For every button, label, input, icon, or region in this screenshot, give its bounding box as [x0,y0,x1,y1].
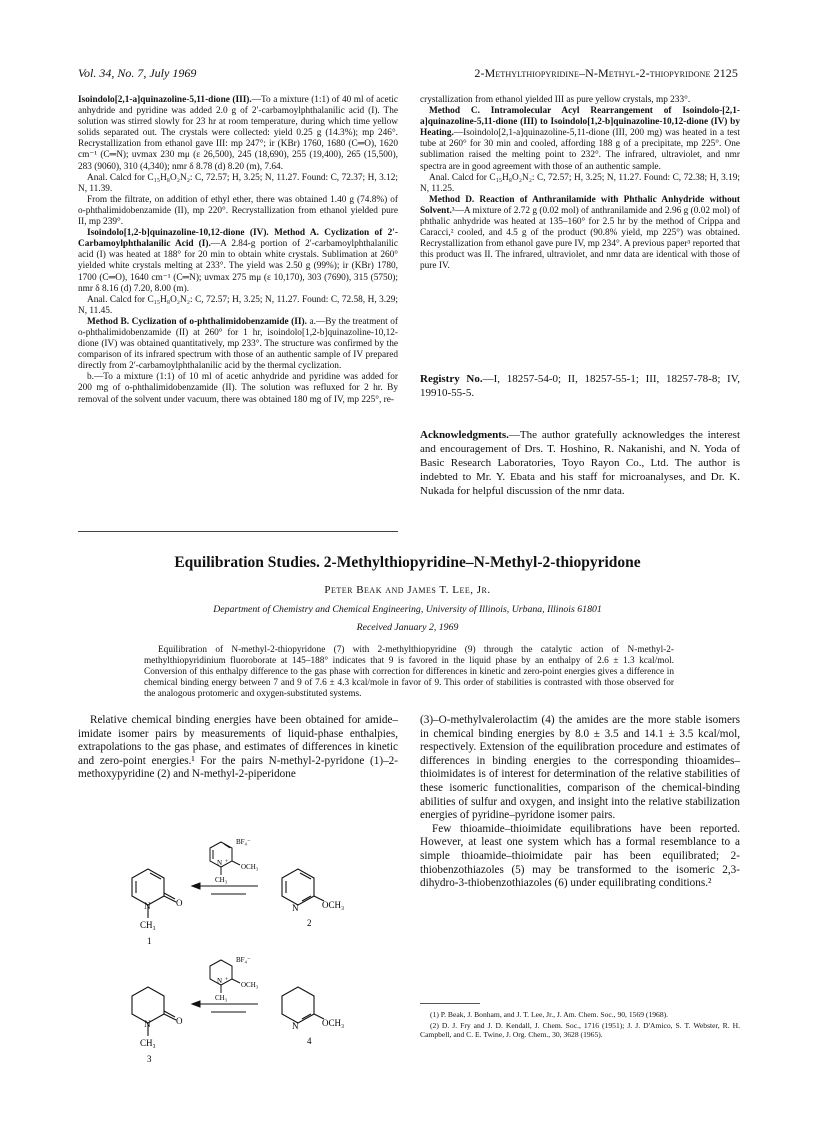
registry-numbers [420,372,740,400]
equilibrium-arrows [192,1001,258,1012]
equilibrium-scheme-1-2 [78,834,398,952]
analysis-iv: Anal. Calcd for C₁₅H₈O₂N₂: C, 72.57; H, 3.25; N, 11.27. Found: C, 72.58, H, 3.29; N, 11.45. [78,294,398,316]
catalyst-n-label: N [217,859,223,867]
equilibrium-scheme-3-4 [78,952,398,1072]
running-title-page-number: 2-Methylthiopyridine–N-Methyl-2-thiopyridone 2125 [474,66,738,80]
compound-3-ch3: CH₃ [140,1038,156,1048]
acknowledgments-text: —The author gratefully acknowledges the interest and encouragement of Drs. T. Hoshino, R. Nakanishi, and N. Yoda of Basic Research Laboratories, Toyo Rayon Co., Ltd. The author is indebted to Mr. Y. Ebata and his staff for microanalyses, and Dr. K. Nukada for helpful discussion of the nmr data. [420,429,740,497]
compound-2-och3: OCH₃ [322,900,345,910]
scheme-3-4-drawing [78,952,398,1072]
paragraph-text: ³—A mixture of 2.72 g (0.02 mol) of anthranilamide and 2.96 g (0.02 mol) of phthalic anhydride was heated at 135–160° for 2.5 hr by the method of Crippa and Caracci,² cooled, and 4.5 g of the product (90.8% yield, mp 225°) was obtained. Recrystallization from ethanol gave pure IV, mp 234°. A previous paper³ reported that this product was II. The infrared, ultraviolet, and nmr data are identical with those of pure IV. [420,205,740,272]
compound-3-structure [132,987,176,1036]
method-b-part-b: b.—To a mixture (1:1) of 10 ml of acetic anhydride and pyridine was added for 200 mg of o-phthalimidobenzamide (II). The solution was refluxed for 2 hr. By removal of the solvent under vacuum, there was obtained 180 mg of IV, mp 225°, re- [78,372,398,405]
compound-1-n: N [144,901,151,911]
paragraph-heading: Method C. Intramolecular Acyl Rearrangement of Isoindolo-[2,1-a]quinazoline-5,11-dione (III) to Isoindolo[1,2-b]quinazoline-10,12-dione (IV) by Heating. [420,106,740,139]
body-right-column [420,714,740,891]
catalyst-bf4: BF₄⁻ [236,956,251,964]
compound-1-ch3: CH₃ [140,920,156,930]
compound-3-o: O [176,1016,183,1026]
method-c-paragraph [420,106,740,173]
article-title: Equilibration Studies. 2-Methylthiopyridine–N-Methyl-2-thiopyridone [174,554,641,571]
running-header [78,66,738,82]
author-affiliation: Department of Chemistry and Chemical Engineering, University of Illinois, Urbana, Illinois 61801 [213,604,602,615]
paragraph-compound-iii [78,95,398,173]
previous-article-left-column [78,95,398,406]
paragraph-text: a.—By the treatment of o-phthalimidobenzamide (II) at 260° for 1 hr, isoindolo[1,2-b]quinazoline-10,12-dione (IV) was obtained quantitatively, mp 233°. The structure was confirmed by the comparison of its infrared spectrum with those of an authentic sample of IV prepared directly from 2′-carbamoylphthalanilic acid by the thermal cyclization. [78,316,398,372]
compound-2-n: N [292,903,299,913]
catalyst-plus: + [225,859,229,865]
compound-3-number: 3 [147,1054,152,1064]
catalyst-och3: OCH₃ [241,863,259,871]
journal-volume-info: Vol. 34, No. 7, July 1969 [78,66,197,80]
equilibrium-arrows [192,883,258,894]
catalyst-n-label: N [217,977,223,985]
catalyst-ch3: CH₃ [215,876,228,884]
compound-2-structure [282,869,324,905]
body-paragraph-2: Few thioamide–thioimidate equilibrations have been reported. However, at least one system which has a formal resemblance to a simple thioamide–thioimidate pair has been equilibrated; 2-thiobenzothiazoles (5) may be transformed to the isomeric 2,3-dihydro-3-thiobenzothiazoles (6) under equilibrating conditions.² [420,822,740,890]
compound-2-number: 2 [307,918,312,928]
catalyst-och3: OCH₃ [241,981,259,989]
catalyst-ch3: CH₃ [215,994,228,1002]
catalyst-bf4: BF₄⁻ [236,838,251,846]
paragraph-text: —Isoindolo[2,1-a]quinazoline-5,11-dione (III, 200 mg) was heated in a test tube at 260° for 30 min and cooled, affording 188 g of a precipitate, mp 225°. One sublimation raised the melting point to 232°. The infrared, ultraviolet, and nmr spectra are in good agreement with those of an authentic sample. [420,128,740,172]
paragraph-text: —To a mixture (1:1) of 40 ml of acetic anhydride and pyridine was added 2.0 g of 2′-carbamoylphthalanilic acid (I). The solution was stirred slowly for 23 hr at room temperature, during which time yellow solids separated out. The crystals were collected: yield 0.25 g (14.3%); mp 246°. Recrystallization from ethanol gave III: mp 247°; ir (KBr) 1760, 1680 (C═O), 1620 cm⁻¹ (C═N); uvmax 230 mμ (ε 26,500), 245 (18,690), 255 (19,400), 265 (15,500), 283 (9060), 310 (4,340); nmr δ 8.78 (d) 8.20 (m), 7.64. [78,95,398,172]
footnote-divider [420,1003,480,1004]
acknowledgments-label: Acknowledgments. [420,429,509,441]
compound-4-structure [282,987,324,1023]
recrystallization-paragraph: crystallization from ethanol yielded III as pure yellow crystals, mp 233°. [420,95,691,105]
compound-1-number: 1 [147,936,152,946]
scheme-1-2-drawing [78,834,398,952]
compound-4-number: 4 [307,1036,312,1046]
method-a-paragraph [78,228,398,295]
received-date: Received January 2, 1969 [356,622,459,633]
paragraph-heading: Method B. Cyclization of o-phthalimidobenzamide (II). [87,316,307,327]
section-divider [78,531,398,532]
footnote-2: (2) D. J. Fry and J. D. Kendall, J. Chem. Soc., 1716 (1951); J. J. D'Amico, S. T. Webster, R. H. Campbell, and C. E. Twine, J. Org. Chem., 30, 3628 (1965). [420,1020,740,1040]
footnotes [420,1010,740,1041]
analysis-iii: Anal. Calcd for C₁₅H₈O₂N₂: C, 72.57; H, 3.25; N, 11.27. Found: C, 72.37; H, 3.12; N, 11.39. [78,172,398,194]
paragraph-text: —A 2.84-g portion of 2′-carbamoylphthalanilic acid (I) was heated at 188° for 20 min to obtain white crystals. Sublimation at 260° yielded white crystals melting at 233°. The yield was 2.50 g (99%); ir (KBr) 1780, 1700 (C═O), 1640 cm⁻¹ (C═N); uvmax 275 mμ (ε 10,170), 303 (7690), 315 (5750); nmr δ 8.16 (d) 7.20, 8.00 (m). [78,239,398,294]
compound-4-och3: OCH₃ [322,1018,345,1028]
body-left-column [78,714,398,782]
compound-4-n: N [292,1021,299,1031]
intro-paragraph: Relative chemical binding energies have been obtained for amide–imidate isomer pairs by measurements of liquid-phase enthalpies, extrapolations to the gas phase, and estimates of differences in kinetic and zero-point energies.¹ For the pairs N-methyl-2-pyridone (1)–2-methoxypyridine (2) and N-methyl-2-piperidone [78,714,398,781]
catalyst-plus: + [225,977,229,983]
paragraph-heading: Isoindolo[1,2-b]quinazoline-10,12-dione (IV). Method A. Cyclization of 2′-Carbamoylphthalanilic Acid (I). [78,228,398,250]
method-d-paragraph [420,195,740,273]
abstract: Equilibration of N-methyl-2-thiopyridone (7) with 2-methylthiopyridine (9) through the catalytic action of N-methyl-2-methylthiopyridinium fluoroborate at 145–188° indicates that 9 is favored in the liquid phase by an enthalpy of 2.6 ± 1.3 kcal/mol. Conversion of this enthalpy difference to the gas phase with correction for differences in kinetic and zero-point energies gives a difference in chemical binding energy between 7 and 9 of 7.6 ± 4.3 kcal/mole in favor of 9. This order of stabilities is contrasted with those observed for the analogous protomeric and oxygen-substituted systems. [144,645,674,700]
acknowledgments [420,428,740,498]
registry-label: Registry No. [420,373,483,385]
article-authors: Peter Beak and James T. Lee, Jr. [324,584,491,596]
paragraph-heading: Method D. Reaction of Anthranilamide with Phthalic Anhydride without Solvent. [420,194,740,216]
paragraph-heading: Isoindolo[2,1-a]quinazoline-5,11-dione (III). [78,95,252,105]
compound-1-structure [132,869,176,918]
body-paragraph-1: (3)–O-methylvalerolactim (4) the amides are the more stable isomers in chemical binding energies by 8.0 ± 3.5 and 14.1 ± 3.5 kcal/mol, respectively. Extension of the equilibration procedure and estimates of differences in binding energies to the corresponding thioamides–thioimidates is of interest for determination of the relative stabilities of these isomeric functionalities, comparison of the chemical-binding abilities of sulfur and oxygen, and insight into the relative stabilization energies of pyridine–pyridone isomer pairs. [420,714,740,822]
compound-1-o: O [176,898,183,908]
footnote-1: (1) P. Beak, J. Bonham, and J. T. Lee, Jr., J. Am. Chem. Soc., 90, 1569 (1968). [430,1010,669,1019]
compound-3-n: N [144,1019,151,1029]
previous-article-right-column [420,95,740,273]
method-b-paragraph [78,317,398,372]
analysis-method-c: Anal. Calcd for C₁₅H₈O₂N₂: C, 72.57; H, 3.25; N, 11.27. Found: C, 72.38; H, 3.19; N, 11.25. [420,172,740,194]
filtrate-paragraph: From the filtrate, on addition of ethyl ether, there was obtained 1.40 g (74.8%) of o-phthalimidobenzamide (II), mp 220°. Recrystallization from ethanol yielded pure II, mp 239°. [78,194,398,228]
registry-text: —I, 18257-54-0; II, 18257-55-1; III, 18257-78-8; IV, 19910-55-5. [420,373,740,399]
